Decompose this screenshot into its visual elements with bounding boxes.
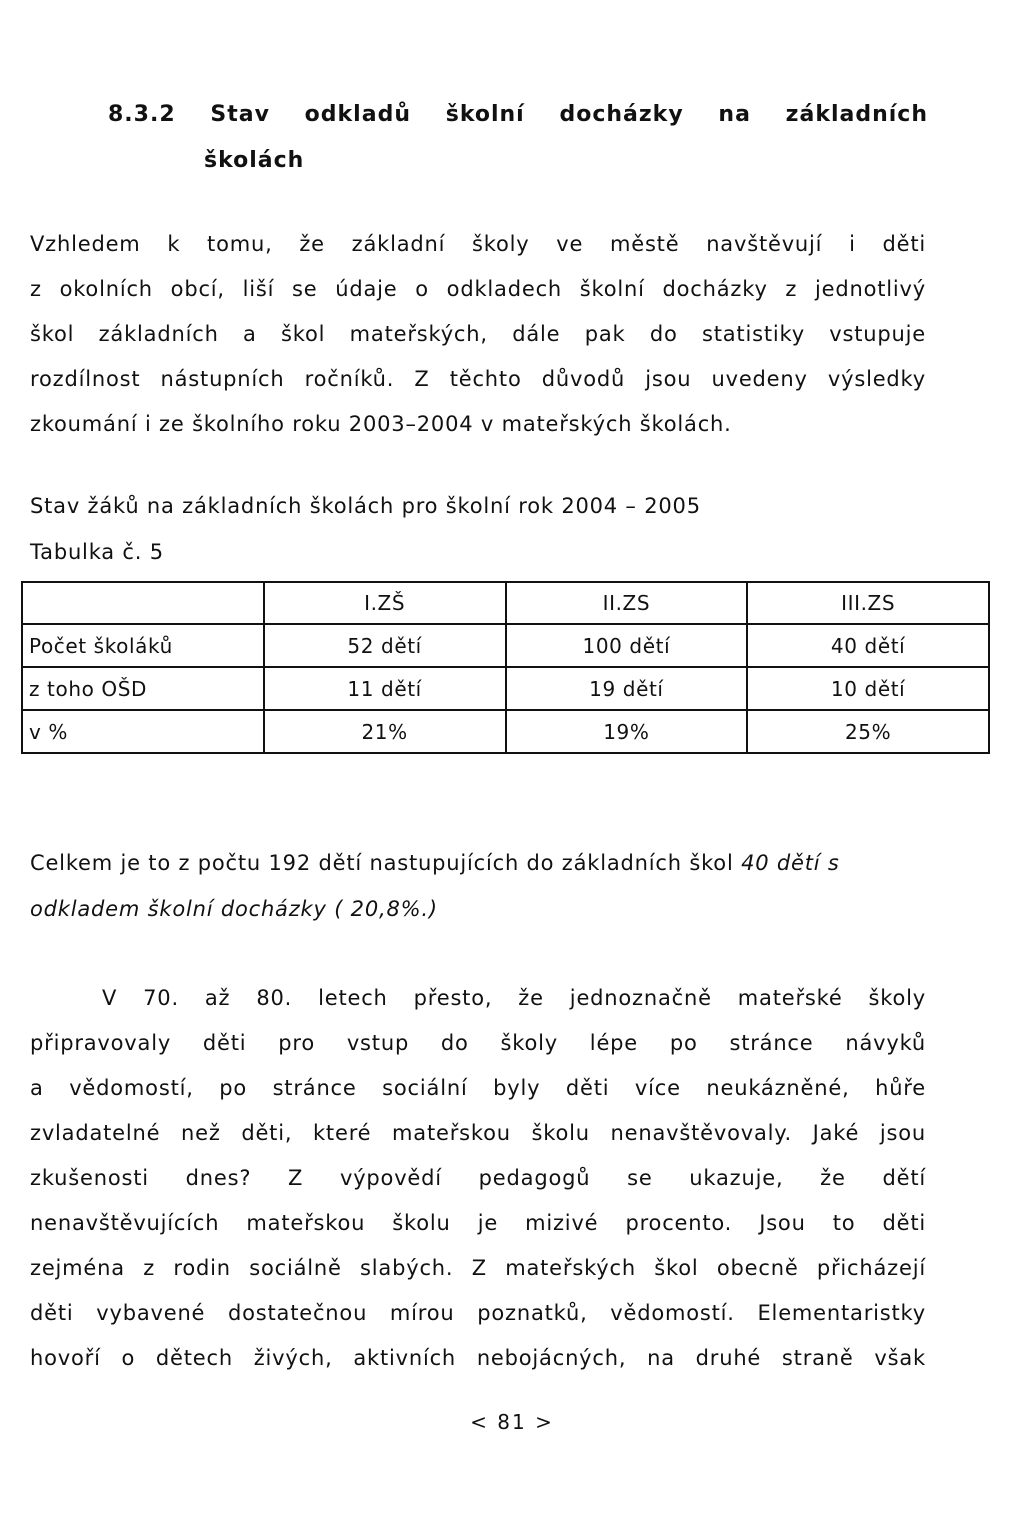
paragraph-line: V 70. až 80. letech přesto, že jednoznačně mateřské školy xyxy=(102,986,926,1010)
table-cell: 19% xyxy=(506,710,748,753)
intro-paragraph xyxy=(30,222,926,447)
paragraph-line: nenavštěvujících mateřskou školu je mizivé procento. Jsou to děti xyxy=(30,1211,926,1235)
row-label: z toho OŠD xyxy=(22,667,264,710)
section-heading-continuation: školách xyxy=(204,148,305,173)
table-cell: 21% xyxy=(264,710,506,753)
paragraph-line: zvladatelné než děti, které mateřskou školu nenavštěvovaly. Jaké jsou xyxy=(30,1121,926,1145)
header-cell xyxy=(22,582,264,624)
table-row xyxy=(22,667,989,710)
paragraph-line: a vědomostí, po stránce sociální byly děti více neukázněné, hůře xyxy=(30,1076,926,1100)
paragraph-line: zkušenosti dnes? Z výpovědí pedagogů se ukazuje, že dětí xyxy=(30,1166,926,1190)
row-label: v % xyxy=(22,710,264,753)
paragraph-line: připravovaly děti pro vstup do školy lépe po stránce návyků xyxy=(30,1031,926,1055)
table-cell: 25% xyxy=(747,710,989,753)
table-header-row xyxy=(22,582,989,624)
history-paragraph xyxy=(30,976,926,1381)
paragraph-line: zejména z rodin sociálně slabých. Z mateřských škol obecně přicházejí xyxy=(30,1256,926,1280)
paragraph-line: hovoří o dětech živých, aktivních nebojácných, na druhé straně však xyxy=(30,1346,926,1370)
table-cell: 10 dětí xyxy=(747,667,989,710)
table-row xyxy=(22,624,989,667)
table-number: Tabulka č. 5 xyxy=(30,540,164,564)
header-cell: II.ZS xyxy=(506,582,748,624)
table-row xyxy=(22,710,989,753)
table-cell: 40 dětí xyxy=(747,624,989,667)
paragraph-line: škol základních a škol mateřských, dále pak do statistiky vstupuje xyxy=(30,322,926,346)
section-heading: 8.3.2 Stav odkladů školní docházky na základních xyxy=(108,102,928,127)
page-number: < 81 > xyxy=(470,1410,554,1434)
pupils-table xyxy=(21,581,990,754)
table-cell: 52 dětí xyxy=(264,624,506,667)
paragraph-line: děti vybavené dostatečnou mírou poznatků, vědomostí. Elementaristky xyxy=(30,1301,926,1325)
header-cell: III.ZS xyxy=(747,582,989,624)
paragraph-line: zkoumání i ze školního roku 2003–2004 v mateřských školách. xyxy=(30,412,732,436)
table-caption: Stav žáků na základních školách pro školní rok 2004 – 2005 xyxy=(30,494,701,518)
row-label: Počet školáků xyxy=(22,624,264,667)
paragraph-line: rozdílnost nástupních ročníků. Z těchto důvodů jsou uvedeny výsledky xyxy=(30,367,926,391)
paragraph-line: Vzhledem k tomu, že základní školy ve městě navštěvují i děti xyxy=(30,232,926,256)
summary-emphasis: 40 dětí s odkladem školní docházky ( 20,8%.) xyxy=(30,851,840,921)
paragraph-line: z okolních obcí, liší se údaje o odkladech školní docházky z jednotlivý xyxy=(30,277,926,301)
table-cell: 11 dětí xyxy=(264,667,506,710)
table-cell: 19 dětí xyxy=(506,667,748,710)
summary-paragraph xyxy=(30,840,930,932)
summary-text: Celkem je to z počtu 192 dětí nastupujících do základních škol xyxy=(30,851,742,875)
table-cell: 100 dětí xyxy=(506,624,748,667)
header-cell: I.ZŠ xyxy=(264,582,506,624)
